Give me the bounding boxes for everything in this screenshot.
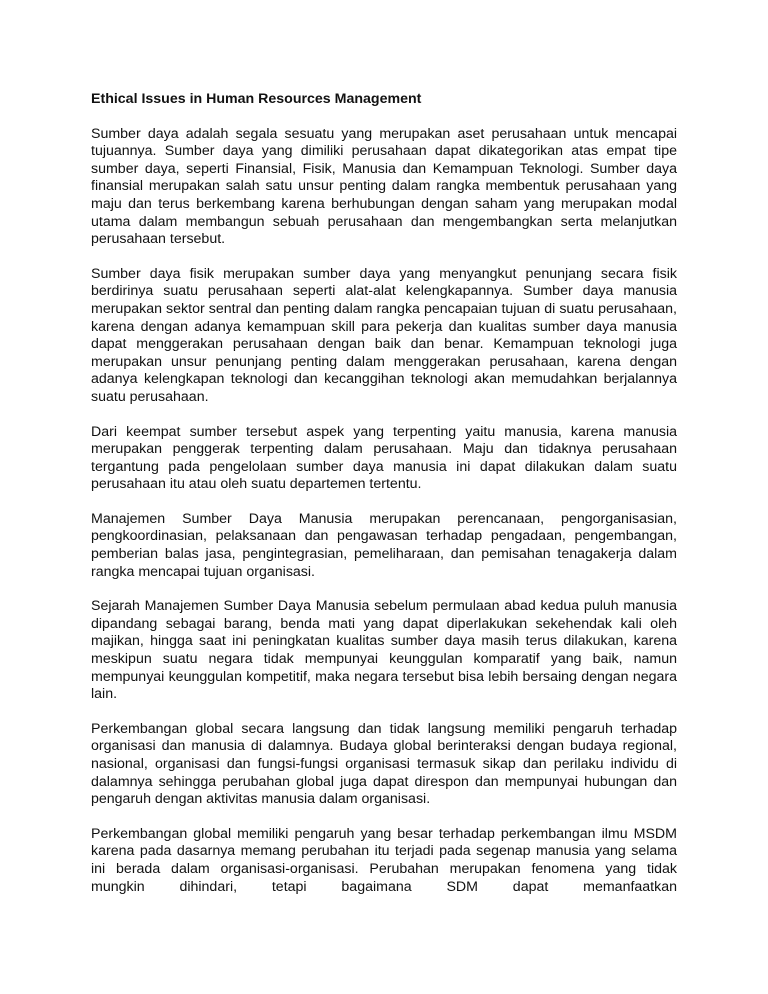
- paragraph-6: Perkembangan global secara langsung dan tidak langsung memiliki pengaruh terhadap organisasi dan manusia di dalamnya. Budaya global berinteraksi dengan budaya regional, nasional, organisasi dan fungsi-fungsi organisasi termasuk sikap dan perilaku individu di dalamnya sehingga perubahan global juga dapat direspon dan mempunyai hubungan dan pengaruh dengan aktivitas manusia dalam organisasi.: [91, 720, 677, 808]
- paragraph-3: Dari keempat sumber tersebut aspek yang terpenting yaitu manusia, karena manusia merupakan penggerak terpenting dalam perusahaan. Maju dan tidaknya perusahaan tergantung pada pengelolaan sumber daya manusia ini dapat dilakukan dalam suatu perusahaan itu atau oleh suatu departemen tertentu.: [91, 423, 677, 493]
- paragraph-1: Sumber daya adalah segala sesuatu yang merupakan aset perusahaan untuk mencapai tujuannya. Sumber daya yang dimiliki perusahaan dapat dikategorikan atas empat tipe sumber daya, seperti Finansial, Fisik, Manusia dan Kemampuan Teknologi. Sumber daya finansial merupakan salah satu unsur penting dalam rangka membentuk perusahaan yang maju dan terus berkembang karena berhubungan dengan saham yang merupakan modal utama dalam membangun sebuah perusahaan dan mengembangkan serta melanjutkan perusahaan tersebut.: [91, 125, 677, 248]
- document-page: [91, 91, 677, 913]
- document-title: Ethical Issues in Human Resources Management: [91, 91, 422, 107]
- paragraph-4: Manajemen Sumber Daya Manusia merupakan perencanaan, pengorganisasian, pengkoordinasian, pelaksanaan dan pengawasan terhadap pengadaan, pengembangan, pemberian balas jasa, pengintegrasian, pemeliharaan, dan pemisahan tenagakerja dalam rangka mencapai tujuan organisasi.: [91, 510, 677, 580]
- paragraph-5: Sejarah Manajemen Sumber Daya Manusia sebelum permulaan abad kedua puluh manusia dipandang sebagai barang, benda mati yang dapat diperlakukan sekehendak kali oleh majikan, hingga saat ini peningkatan kualitas sumber daya masih terus dilakukan, karena meskipun suatu negara tidak mempunyai keunggulan komparatif yang baik, namun mempunyai keunggulan kompetitif, maka negara tersebut bisa lebih bersaing dengan negara lain.: [91, 598, 677, 703]
- paragraph-2: Sumber daya fisik merupakan sumber daya yang menyangkut penunjang secara fisik berdirinya suatu perusahaan seperti alat-alat kelengkapannya. Sumber daya manusia merupakan sektor sentral dan penting dalam rangka pencapaian tujuan di suatu perusahaan, karena dengan adanya kemampuan skill para pekerja dan kualitas sumber daya manusia dapat menggerakan perusahaan dengan baik dan benar. Kemampuan teknologi juga merupakan unsur penunjang penting dalam menggerakan perusahaan, karena dengan adanya kelengkapan teknologi dan kecanggihan teknologi akan memudahkan berjalannya suatu perusahaan.: [91, 265, 677, 405]
- paragraph-7: Perkembangan global memiliki pengaruh yang besar terhadap perkembangan ilmu MSDM karena pada dasarnya memang perubahan itu terjadi pada segenap manusia yang selama ini berada dalam organisasi-organisasi. Perubahan merupakan fenomena yang tidak mungkin dihindari, tetapi bagaimana SDM dapat memanfaatkan: [91, 825, 677, 895]
